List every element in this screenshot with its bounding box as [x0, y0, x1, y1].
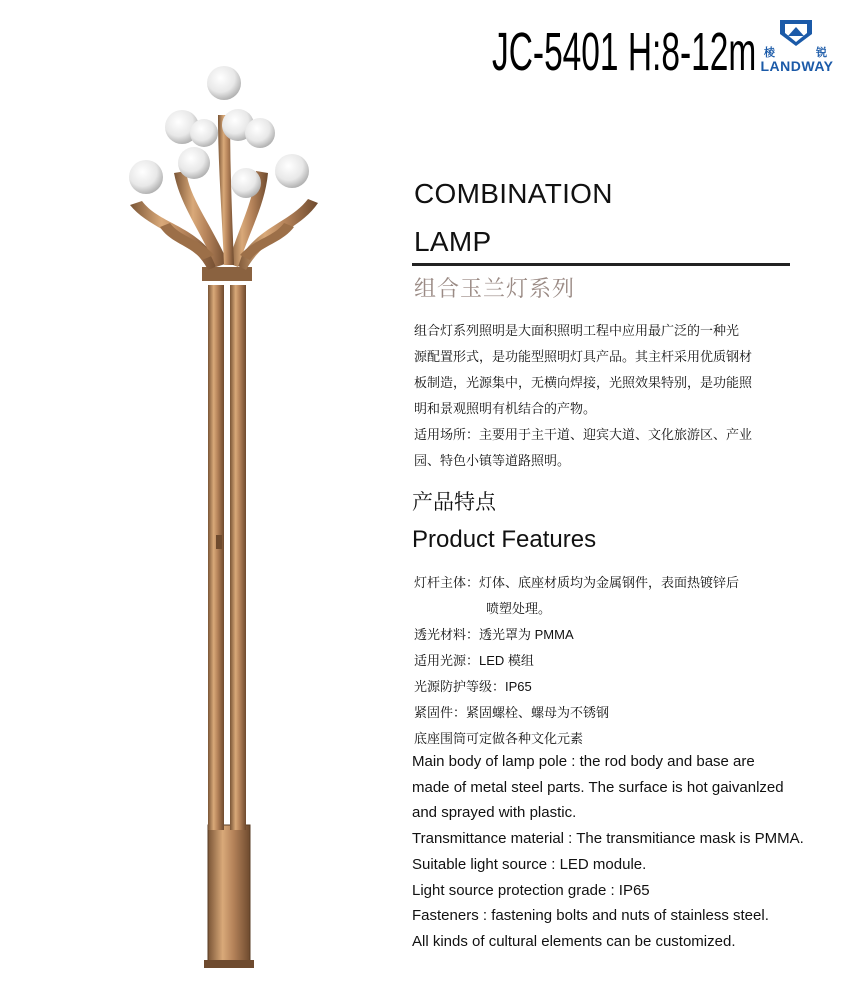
- spec-item: 底座围筒可定做各种文化元素: [414, 731, 584, 746]
- pole-foot: [204, 960, 254, 968]
- features-heading-cn: 产品特点: [412, 491, 496, 514]
- subtitle-cn: 组合玉兰灯系列: [414, 276, 576, 301]
- spec-item: 适用光源：LED 模组: [414, 653, 534, 668]
- description-line: 园、特色小镇等道路照明。: [414, 453, 571, 468]
- description-line: 明和景观照明有机结合的产物。: [414, 401, 597, 416]
- spec-en-line: Suitable light source : LED module.: [412, 855, 647, 873]
- logo-cn-char-2: 锐: [816, 47, 827, 59]
- logo-cn-char-1: 棱: [764, 47, 775, 59]
- spec-item: 紧固件：紧固螺栓、螺母为不锈钢: [414, 705, 610, 720]
- lamp-illustration: [90, 55, 330, 975]
- title-line-1: COMBINATION: [414, 178, 613, 209]
- spec-en-line: Fasteners : fastening bolts and nuts of stainless steel.: [412, 907, 769, 925]
- specs-en-list: [412, 749, 804, 955]
- title-line-2: LAMP: [414, 226, 492, 257]
- pole-right: [230, 285, 246, 830]
- specs-cn-list: [414, 570, 739, 752]
- description-line: 适用场所：主要用于主干道、迎宾大道、文化旅游区、产业: [414, 427, 753, 442]
- landway-logo: [752, 18, 842, 78]
- spec-item: 光源防护等级：IP65: [414, 679, 532, 694]
- spec-en-line: Main body of lamp pole : the rod body and base are: [412, 753, 755, 770]
- spec-en-line: Light source protection grade : IP65: [412, 881, 650, 899]
- title-divider: [412, 263, 790, 266]
- description: [414, 318, 804, 474]
- description-line: 组合灯系列照明是大面积照明工程中应用最广泛的一种光: [414, 323, 740, 338]
- pole-left: [208, 285, 224, 830]
- spec-en-line: Transmittance material : The transmitiance mask is PMMA.: [412, 830, 804, 848]
- model-title: JC-5401 H:8-12m: [492, 22, 757, 82]
- description-line: 源配置形式，是功能型照明灯具产品。其主杆采用优质钢材: [414, 349, 753, 364]
- spec-en-line: All kinds of cultural elements can be customized.: [412, 932, 736, 950]
- features-heading-en: Product Features: [412, 526, 597, 553]
- spec-item: 喷塑处理。: [486, 601, 552, 616]
- description-line: 板制造，光源集中，无横向焊接，光照效果特别，是功能照: [414, 375, 753, 390]
- spec-item: 透光材料：透光罩为 PMMA: [414, 627, 574, 642]
- spec-en-line: and sprayed with plastic.: [412, 804, 577, 822]
- logo-text: LANDWAY: [760, 58, 834, 74]
- spec-en-line: made of metal steel parts. The surface is hot gaivanlzed: [412, 778, 784, 796]
- pole-base: [208, 825, 250, 965]
- spec-item: 灯杆主体：灯体、底座材质均为金属钢件，表面热镀锌后: [414, 575, 740, 590]
